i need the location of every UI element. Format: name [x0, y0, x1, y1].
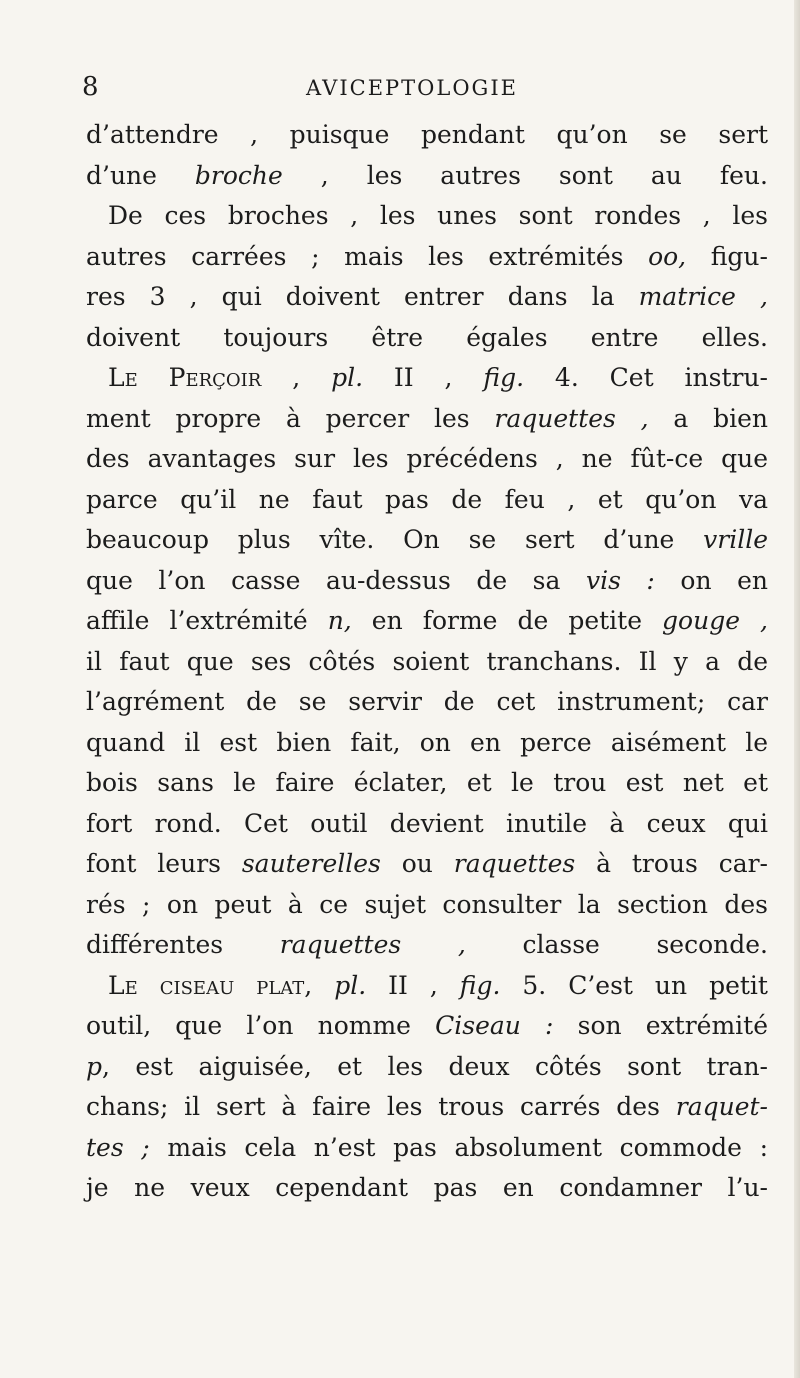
- text-segment: oo,: [648, 241, 687, 271]
- text-line: [86, 358, 768, 399]
- text-line: [86, 115, 768, 156]
- text-segment: que l’on casse au-dessus de sa: [86, 565, 586, 595]
- text-segment: il faut que ses côtés soient tranchans. Il y a de: [86, 646, 768, 676]
- running-title: AVICEPTOLOGIE: [306, 76, 518, 100]
- text-line: [86, 966, 768, 1007]
- text-line: [86, 237, 768, 278]
- text-segment: d’attendre , puisque pendant qu’on se sert: [86, 120, 768, 149]
- text-line: [86, 277, 768, 318]
- text-segment: II ,: [363, 363, 484, 392]
- text-line: [86, 682, 768, 723]
- text-segment: 5. C’est un petit: [500, 970, 768, 1000]
- text-segment: n,: [327, 606, 352, 635]
- text-segment: II ,: [366, 970, 460, 1000]
- text-segment: chans; il sert à faire les trous carrés des: [86, 1092, 676, 1121]
- text-segment: broche: [194, 160, 283, 190]
- text-segment: raquettes ,: [494, 403, 649, 433]
- text-segment: 4. Cet instru-: [524, 363, 768, 392]
- text-line: [86, 925, 768, 966]
- text-segment: Le ciseau plat: [108, 970, 305, 1000]
- text-segment: De ces broches , les unes sont rondes , les: [108, 201, 768, 230]
- text-segment: pl.: [331, 363, 364, 392]
- text-segment: outil, que l’on nomme: [86, 1011, 436, 1040]
- text-segment: vrille: [703, 525, 768, 554]
- text-segment: tes ;: [86, 1132, 150, 1162]
- text-segment: d’une: [86, 160, 195, 190]
- text-line: [86, 1168, 768, 1209]
- text-segment: ment propre à percer les: [86, 403, 495, 433]
- text-line: [86, 844, 768, 885]
- text-segment: je ne veux cependant pas en condamner l’u-: [86, 1173, 768, 1202]
- text-segment: sauterelles: [241, 849, 381, 878]
- page-header: [82, 72, 742, 112]
- text-line: [86, 763, 768, 804]
- text-line: [86, 439, 768, 480]
- text-segment: bois sans le faire éclater, et le trou est net et: [86, 768, 768, 797]
- text-segment: font leurs: [86, 849, 242, 878]
- text-segment: ou: [380, 849, 454, 878]
- text-segment: son extrémité: [553, 1011, 769, 1040]
- text-segment: pl.: [334, 970, 367, 1000]
- text-line: [86, 196, 768, 237]
- text-segment: affile l’extrémité: [86, 606, 328, 635]
- text-line: [86, 1006, 768, 1047]
- text-segment: matrice ,: [638, 282, 768, 311]
- text-segment: , les autres sont au feu.: [282, 160, 768, 190]
- text-segment: raquettes ,: [279, 930, 466, 959]
- text-segment: on en: [654, 565, 768, 595]
- text-segment: fig.: [483, 363, 525, 392]
- text-segment: Le Perçoir: [108, 363, 262, 392]
- text-segment: , est aiguisée, et les deux côtés sont tran-: [102, 1051, 768, 1081]
- text-segment: parce qu’il ne faut pas de feu , et qu’on va: [86, 484, 768, 514]
- text-line: [86, 318, 768, 359]
- text-line: [86, 1128, 768, 1169]
- text-segment: mais cela n’est pas absolument commode :: [149, 1132, 768, 1162]
- text-line: [86, 480, 768, 521]
- text-line: [86, 642, 768, 683]
- text-line: [86, 561, 768, 602]
- text-segment: figu-: [686, 241, 768, 271]
- body-text: [86, 115, 768, 1209]
- text-line: [86, 723, 768, 764]
- text-segment: beaucoup plus vîte. On se sert d’une: [86, 525, 704, 554]
- page-edge: [794, 0, 800, 1378]
- text-segment: a bien: [648, 403, 768, 433]
- text-segment: quand il est bien fait, on en perce aisément le: [86, 727, 768, 757]
- text-segment: gouge ,: [662, 606, 768, 635]
- text-segment: classe seconde.: [465, 930, 768, 959]
- text-segment: fig.: [459, 970, 501, 1000]
- page-number: 8: [82, 72, 99, 102]
- text-segment: Ciseau :: [435, 1011, 554, 1040]
- text-segment: à trous car-: [575, 849, 769, 878]
- text-segment: l’agrément de se servir de cet instrument; car: [86, 687, 768, 716]
- text-line: [86, 520, 768, 561]
- text-segment: doivent toujours être égales entre elles.: [86, 322, 768, 352]
- text-line: [86, 601, 768, 642]
- text-line: [86, 1047, 768, 1088]
- text-segment: ,: [304, 970, 335, 1000]
- text-line: [86, 156, 768, 197]
- text-segment: rés ; on peut à ce sujet consulter la section des: [86, 889, 768, 919]
- text-segment: res 3 , qui doivent entrer dans la: [86, 282, 639, 311]
- text-line: [86, 804, 768, 845]
- text-line: [86, 885, 768, 926]
- text-segment: raquettes: [453, 849, 576, 878]
- text-segment: différentes: [86, 930, 280, 959]
- text-segment: vis :: [585, 565, 655, 595]
- text-segment: des avantages sur les précédens , ne fût-ce que: [86, 444, 768, 473]
- text-line: [86, 399, 768, 440]
- text-segment: raquet-: [675, 1092, 768, 1121]
- text-segment: ,: [261, 363, 332, 392]
- text-segment: autres carrées ; mais les extrémités: [86, 241, 649, 271]
- text-segment: p: [86, 1051, 103, 1081]
- text-line: [86, 1087, 768, 1128]
- text-segment: en forme de petite: [351, 606, 663, 635]
- text-segment: fort rond. Cet outil devient inutile à ceux qui: [86, 808, 768, 838]
